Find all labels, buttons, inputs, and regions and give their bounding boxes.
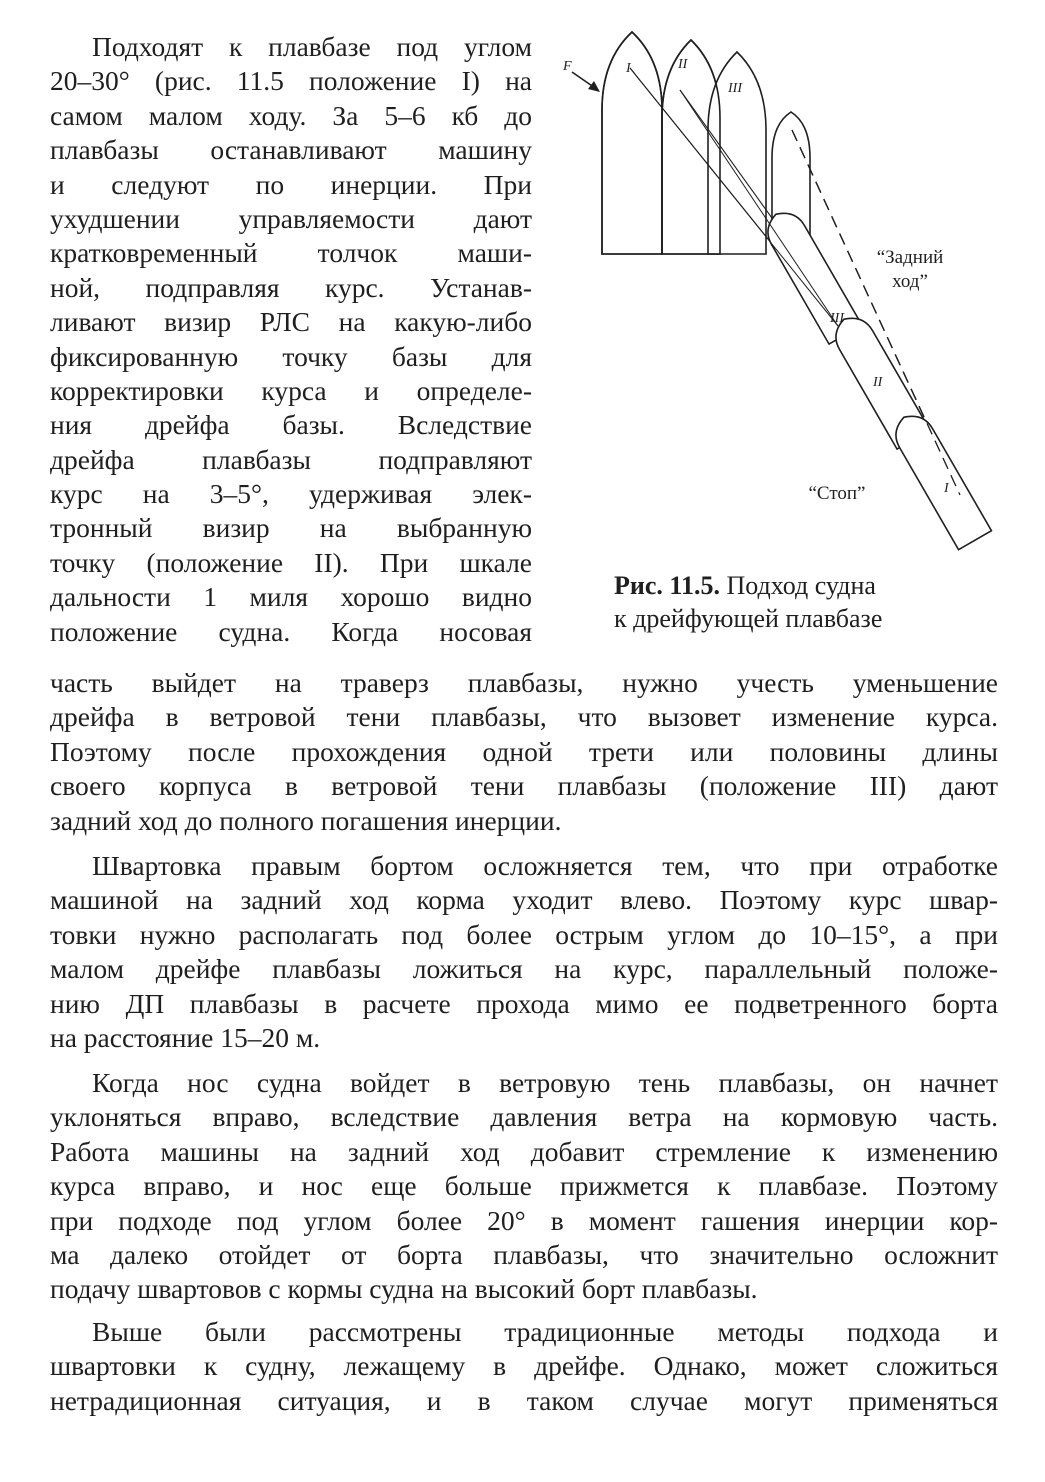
text-line: ливают визир РЛС на какую-либо — [50, 306, 532, 338]
caption-line-2: к дрейфующей плавбазе — [614, 604, 883, 633]
ship-label-1: I — [944, 481, 949, 496]
text-line: задний ход до полного погашения инерции. — [50, 804, 562, 836]
text-line: дрейфа в ветровой тени плавбазы, что вызовет изменение курса. — [50, 701, 998, 733]
paragraph-2 — [50, 849, 998, 1055]
paragraph-1-continued — [50, 666, 998, 838]
text-line: ма далеко отойдет от борта плавбазы, что значительно осложнит — [50, 1238, 998, 1270]
text-line: плавбазы останавливают машину — [50, 134, 532, 166]
text-line: ния дрейфа базы. Вследствие — [50, 409, 532, 441]
label-reverse: “Задний ход” — [876, 247, 944, 292]
text-line: дрейфа плавбазы подправляют — [50, 443, 532, 475]
text-line: кратковременный толчок маши- — [50, 237, 532, 269]
text-line: корректировки курса и определе- — [50, 374, 532, 406]
approach-diagram — [560, 20, 1020, 580]
text-line: положение судна. Когда носовая — [50, 615, 532, 647]
wind-arrow-icon — [572, 72, 600, 92]
base-label-2: II — [678, 57, 688, 72]
text-line: уклоняться вправо, вследствие давления ветра на кормовую часть. — [50, 1101, 998, 1133]
label-stop: “Стоп” — [808, 483, 866, 504]
ship-position-1 — [888, 408, 992, 550]
text-line: нию ДП плавбазы в расчете прохода мимо ее подветренного борта — [50, 987, 998, 1019]
paragraph-1-text — [50, 30, 532, 649]
paragraph-4 — [50, 1315, 998, 1418]
text-line: товки нужно располагать под более острым углом до 10–15°, а при — [50, 918, 998, 950]
text-line: точку (положение II). При шкале — [50, 546, 532, 578]
text-line: своего корпуса в ветровой тени плавбазы (положение III) дают — [50, 770, 998, 802]
text-line: ухудшении управляемости дают — [50, 202, 532, 234]
text-line: Подходят к плавбазе под углом — [92, 31, 532, 62]
text-line: самом малом ходу. За 5–6 кб до — [50, 99, 532, 131]
text-line: фиксированную точку базы для — [50, 340, 532, 372]
caption-number: Рис. 11.5. — [614, 571, 720, 600]
wind-label: F — [563, 59, 572, 74]
text-line: Когда нос судна войдет в ветровую тень плавбазы, он начнет — [92, 1067, 998, 1098]
text-line: дальности 1 миля хорошо видно — [50, 581, 532, 613]
text-line: Выше были рассмотрены традиционные методы подхода и — [92, 1316, 998, 1347]
text-line: машиной на задний ход корма уходит влево. Поэтому курс швар- — [50, 884, 998, 916]
paragraph-1-continued-text — [50, 666, 998, 838]
text-line: курса вправо, и нос еще больше прижмется к плавбазе. Поэтому — [50, 1170, 998, 1202]
text-line: подачу швартовов с кормы судна на высокий борт плавбазы. — [50, 1273, 758, 1305]
paragraph-4-text — [50, 1315, 998, 1418]
text-line: Швартовка правым бортом осложняется тем, что при отработке — [92, 850, 998, 881]
base-label-3: III — [728, 81, 742, 96]
text-line: на расстояние 15–20 м. — [50, 1021, 321, 1053]
text-line: малом дрейфе плавбазы ложиться на курс, параллельный положе- — [50, 953, 998, 985]
text-line: тронный визир на выбранную — [50, 512, 532, 544]
ship-label-3: III — [830, 311, 844, 326]
text-line: Работа машины на задний ход добавит стремление к изменению — [50, 1135, 998, 1167]
paragraph-2-text — [50, 849, 998, 1055]
text-line: часть выйдет на траверз плавбазы, нужно учесть уменьшение — [50, 667, 998, 698]
text-line: нетрадиционная ситуация, и в таком случае могут применяться — [50, 1384, 998, 1416]
text-line: ной, подправляя курс. Устанав- — [50, 271, 532, 303]
base-hull-position-1 — [602, 32, 662, 254]
paragraph-3-text — [50, 1066, 998, 1307]
text-line: 20–30° (рис. 11.5 положение I) на — [50, 65, 532, 97]
text-line: курс на 3–5°, удерживая элек- — [50, 478, 532, 510]
caption-line-1: Подход судна — [726, 571, 876, 600]
text-line: и следуют по инерции. При — [50, 168, 532, 200]
text-line: Поэтому после прохождения одной трети или половины длины — [50, 735, 998, 767]
paragraph-1 — [50, 30, 532, 649]
paragraph-3 — [50, 1066, 998, 1307]
base-label-1: I — [626, 61, 631, 76]
figure-11-5 — [560, 20, 1020, 640]
text-line: при подходе под углом более 20° в момент гашения инерции кор- — [50, 1204, 998, 1236]
ship-label-2: II — [873, 375, 883, 390]
text-line: швартовки к судну, лежащему в дрейфе. Однако, может сложиться — [50, 1350, 998, 1382]
figure-caption — [614, 569, 1014, 635]
